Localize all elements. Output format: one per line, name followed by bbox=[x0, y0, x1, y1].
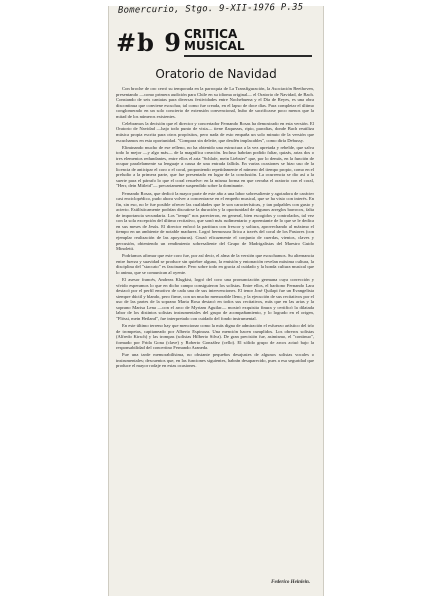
handwritten-note: Bomercurio, Stgo. 9-XII-1976 P.35 bbox=[117, 2, 304, 16]
paragraph: Celebramos la decisión que el director y concertador Fernando Rosas ha demostrado en esta versión. El Oratorio de Navidad —bajo todo punto de vista— tiene flaquezas, ripio, parodias, donde Bach reutiliza música propia escrita para otros propósitos, pero nada de esto empaña un solo minuto de la versión que escuchamos en esta oportunidad. "Compara sin deleite, que desdén implacables", como diría Debussy. bbox=[116, 120, 314, 143]
article-body bbox=[116, 86, 314, 371]
paragraph: El asesor francés, Andreas Klugkist, logró del coro una pronunciación germana cuya corrección y vívido esperamos lo que en dicho campo consiguieron los solistas. Entre ellos, el barítono Fernando Lara destacó por el perfil emotivo de cada una de sus intervenciones. El tenor José Quilapi fue un Evangelista siempre dúctil y blando, pero firme, con un mucho memorable lleno, y la ejecución de sus recitativos por el uso de las partes de la soprano Marta Rosa destacó en todos sus recitativos, más que en las arias y la soprano Marisa Lena —con el arco de Myriam Aguilar— mostró exquisita finura y certificó la dilatada labor de los distintos solistas instrumentales del grupo de acompañamiento, y lo logrado en el origen, "Flösst, mein Heiland", fue interpretado con cuidado del fondo instrumental. bbox=[116, 277, 314, 321]
article-headline: Oratorio de Navidad bbox=[155, 67, 277, 81]
section-rule bbox=[184, 55, 312, 57]
paragraph: Podríamos afirmar que este coro fue, por así decir, el alma de la versión que escuchamos. Su alternancia entre fuerza y suavidad se produce sin quiebre alguno, la emisión y entonación revelan máxima cultura, la disciplina del "staccato" es fascinante. Pero sobre todo en gracia al cuidado y la honda cultura musical que lo anima, que se comunican al oyente. bbox=[116, 253, 314, 275]
paragraph: Fue una tarde memorabilísima, no obstante pequeños desajustes de algunos solistas vocales o instrumentales; descuentos que, en las funciones siguientes, habrán desaparecido, pues a esa seguridad que produce el mayor rodaje en estas ocasiones. bbox=[116, 352, 314, 369]
section-title-line-1: CRITICA bbox=[184, 27, 238, 41]
section-title-line-2: MUSICAL bbox=[184, 39, 245, 53]
section-title bbox=[184, 28, 314, 52]
paragraph: Fernando Rosas, que dedicó la mayor parte de este año a una labor sobresaliente y agotadora de carácter casi enciclopédico, pudo ahora volver a concentrarse en el empeño musical, que se ha visto con interés. En fin, sin eso, no le fue posible ofrecer las cualidades que le son características, y tan palpables con gusto y acierto. Estilísticamente podrían discutirse la duración y la oportunidad de algunos arreglos barrocos, falta de importancia secundaria. Los "tempi" nos parecieron, en general, bien escogidos y controlados, tal vez con la sola excepción del último recitativo, que sonó más rudimentario y apremiante de lo que se le dedica en sus meses de Jesús. El director enfocó la partitura con frescor y soltura, aprovechando al máximo el tiempo en un ambiente de notable madurez. Logró hermosura lírica a través del coral de los Pastores (con ejemplar realización de las apoyaturas). Cruzó eficazmente el conjunto de cuerdas, vientos, claves y percusión, obteniendo un rendimiento sobresaliente del Grupo de Madrigalistas del Maestro Guido Minoletti. bbox=[116, 190, 314, 252]
author-signature: Federico Heinlein. bbox=[271, 580, 310, 585]
section-mark: #b 9 bbox=[116, 28, 182, 57]
paragraph: En este último terreno hay que mencionar como la más digna de admiración el esfuerzo artístico del trío de trompetas, capitaneado por Alberto Espinoza. Una mención hacen cumplidos. Los obreros solistas (Alfredo Kirsch) y las trompas (solistas Hilberto Silva). De gran precisión fue, asimismo, el "continuo", formado por Frida Gona (clave) y Roberto González (cello). El sólido grupo de arcos actuó bajo la responsabilidad del concertino Fernando Araneda. bbox=[116, 322, 314, 351]
paragraph: Eliminando mucho de ese relleno, no ha obtenido una estructura a la vez apretada y rebelde, que salva todo lo mejor —y algo más— de la magnífica creación. Incluso habrían podido faltar, quizás, arias dos o tres elementos redundantes, entre ellos el aria "Schlafe, mein Liebster" que, por lo demás, en la función de ocupar paralelamente su lenguaje a causa de una entrada fallida. En varias ocasiones se hizo uso de la licencia de anticipar el coro o el coral, proponiendo repetidamente el número del tiempo propio, como en el preludio a la primera parte, que fue presentado en lugar de la conclusión. La ocurrencia se dio así a la suerte para el párrafo lo que el coral resuelve: en la misma forma en que cerraba el oratorio con el coral, "Herr, dein Mitleid"— precariamente suspendido sobre la dominante. bbox=[116, 144, 314, 189]
paragraph: Con broche de oro cerró su temporada en la parroquia de La Transfiguración, la Asociación Beethoven, presentando —como primera audición para Chile en su idioma original— el Oratorio de Navidad, de Bach. Constando de seis cantatas para diversas festividades entre Nochebuena y el Día de Reyes, es una obra discontinua que conviene escuchar, tal como fue creada, en el lapso de doce días. Para completar el último conglomerado en un solo concierto de extensión convencional, hubo de sacrificarse poco menos que la mitad de los números existentes. bbox=[116, 86, 314, 119]
